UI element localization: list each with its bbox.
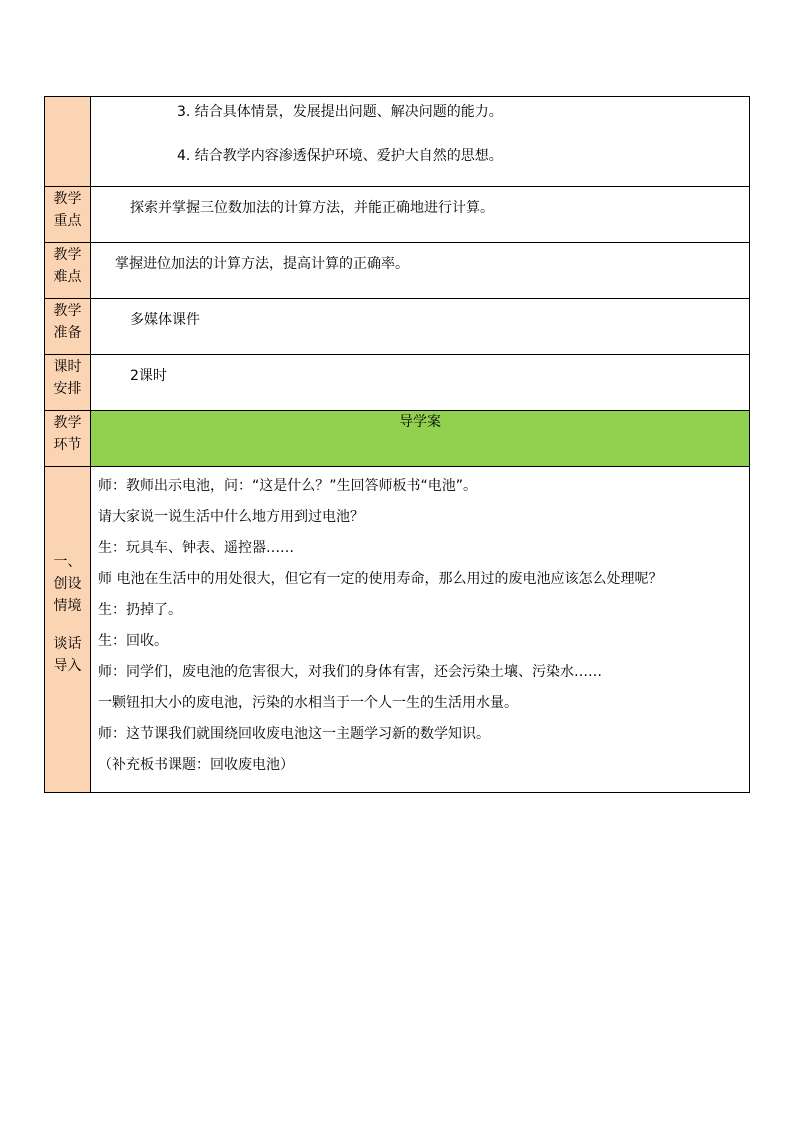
preparation-text: 多媒体课件 — [130, 312, 200, 328]
dialogue-line: 生：扔掉了。 — [98, 602, 182, 618]
dialogue-line: 师：同学们，废电池的危害很大，对我们的身体有害，还会污染土壤、污染水…… — [98, 664, 602, 680]
intro-section-row — [45, 467, 750, 793]
dialogue-line: 师：这节课我们就围绕回收废电池这一主题学习新的数学知识。 — [98, 726, 490, 742]
dialogue-line: 师：教师出示电池，问：“这是什么？”生回答师板书“电池”。 — [98, 478, 478, 494]
stages-row — [45, 411, 750, 467]
objective-4: 4. 结合教学内容渗透保护环境、爱护大自然的思想。 — [177, 148, 503, 164]
objectives-label-cell — [45, 97, 91, 187]
stages-header-cell — [91, 411, 750, 467]
key-points-text: 探索并掌握三位数加法的计算方法，并能正确地进行计算。 — [130, 200, 494, 216]
dialogue-line: （补充板书课题：回收废电池） — [98, 757, 294, 773]
dialogue-line: 一颗钮扣大小的废电池，污染的水相当于一个人一生的生活用水量。 — [98, 695, 518, 711]
difficulties-label: 教学 难点 — [45, 243, 91, 299]
stages-label: 教学 环节 — [45, 411, 91, 467]
key-points-content — [91, 187, 750, 243]
objective-3: 3. 结合具体情景，发展提出问题、解决问题的能力。 — [177, 104, 503, 120]
key-points-row — [45, 187, 750, 243]
lesson-plan-table — [44, 96, 750, 793]
schedule-row — [45, 355, 750, 411]
dialogue-line: 师 电池在生活中的用处很大，但它有一定的使用寿命，那么用过的废电池应该怎么处理呢？ — [98, 571, 663, 587]
dialogue-line: 生：玩具车、钟表、遥控器…… — [98, 540, 294, 556]
difficulties-content — [91, 243, 750, 299]
intro-dialogue — [91, 467, 750, 793]
preparation-row — [45, 299, 750, 355]
intro-section-label: 一、 创设 情境 谈话 导入 — [45, 467, 91, 793]
dialogue-line: 生：回收。 — [98, 633, 168, 649]
objectives-content-cell — [91, 97, 750, 187]
preparation-content — [91, 299, 750, 355]
schedule-text: 2课时 — [130, 368, 167, 384]
key-points-label: 教学 重点 — [45, 187, 91, 243]
dialogue-line: 请大家说一说生活中什么地方用到过电池？ — [98, 509, 364, 525]
difficulties-row — [45, 243, 750, 299]
schedule-label: 课时 安排 — [45, 355, 91, 411]
schedule-content — [91, 355, 750, 411]
difficulties-text: 掌握进位加法的计算方法，提高计算的正确率。 — [115, 256, 409, 272]
stages-header-text: 导学案 — [399, 414, 441, 430]
preparation-label: 教学 准备 — [45, 299, 91, 355]
objectives-row — [45, 97, 750, 187]
